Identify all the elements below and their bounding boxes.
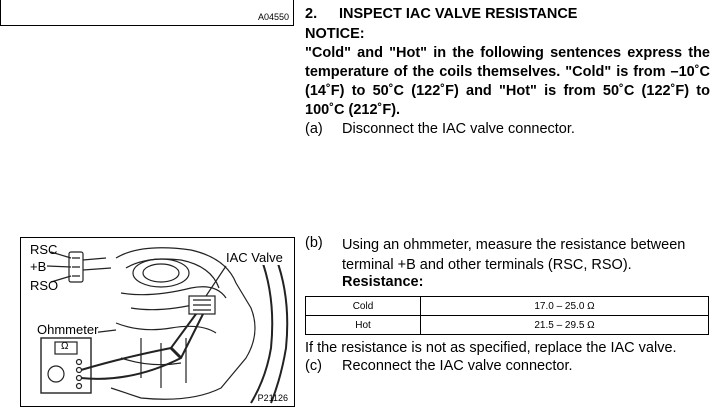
- iac-valve-illustration: [20, 237, 295, 407]
- resistance-table: [305, 296, 709, 335]
- table-row: [306, 297, 709, 316]
- resistance-title: Resistance:: [342, 274, 424, 290]
- step-label: (a): [305, 121, 323, 137]
- figure-code: A04550: [257, 12, 289, 22]
- step-text: Disconnect the IAC valve connector.: [342, 121, 575, 137]
- step-text: Using an ohmmeter, measure the resistance between terminal +B and other terminals (RSC, RSO).: [342, 237, 686, 273]
- step-label: (c): [305, 358, 322, 374]
- replacement-note: If the resistance is not as specified, replace the IAC valve.: [305, 340, 677, 356]
- b-terminal-label: +B: [30, 259, 47, 274]
- value-cell: 21.5 – 29.5 Ω: [421, 316, 709, 335]
- step-c: [305, 358, 715, 378]
- section-number: 2.: [305, 6, 318, 22]
- rso-label: RSO: [30, 278, 59, 293]
- value-cell: 17.0 – 25.0 Ω: [421, 297, 709, 316]
- step-a: [305, 121, 715, 141]
- section-heading: [305, 6, 577, 22]
- condition-cell: Cold: [306, 297, 421, 316]
- top-figure-frame: [0, 0, 294, 26]
- table-row: [306, 316, 709, 335]
- step-b: [305, 235, 715, 275]
- section-title: INSPECT IAC VALVE RESISTANCE: [339, 6, 578, 22]
- rsc-label: RSC: [30, 242, 58, 257]
- notice-title: NOTICE:: [305, 26, 365, 42]
- condition-cell: Hot: [306, 316, 421, 335]
- iac-valve-label: IAC Valve: [226, 250, 283, 265]
- ohmmeter-label: Ohmmeter: [37, 322, 99, 337]
- notice-body: "Cold" and "Hot" in the following sentences express the temperature of the coils themselves. "Cold" is from –10˚C (14˚F) to 50˚C (122˚F) and "Hot" is from 50˚C (122˚F) to 100˚C (212˚F).: [305, 45, 710, 118]
- ohm-symbol: Ω: [61, 341, 69, 352]
- figure-code: P21126: [257, 393, 288, 403]
- step-text: Reconnect the IAC valve connector.: [342, 358, 573, 374]
- step-label: (b): [305, 235, 323, 251]
